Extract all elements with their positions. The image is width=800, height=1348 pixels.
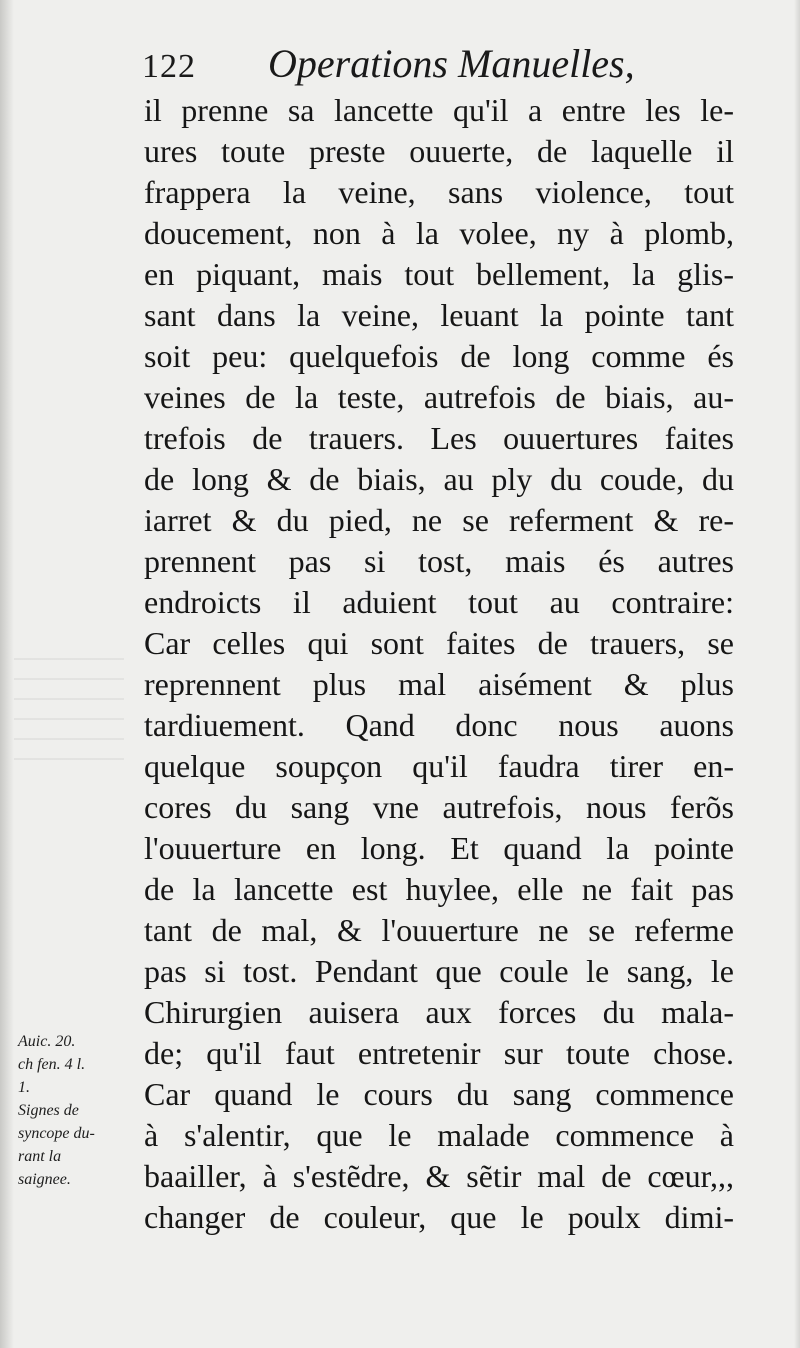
page-edge [794,0,800,1348]
text-line: baailler, à s'estẽdre, & sẽtir mal de cœur,,, [144,1158,734,1194]
text-line: trefois de trauers. Les ouuertures faites [144,420,734,456]
text-line: de la lancette est huylee, elle ne fait pas [144,871,734,907]
text-line: l'ouuerture en long. Et quand la pointe [144,830,734,866]
text-line: iarret & du pied, ne se referment & re- [144,502,734,538]
text-line: prennent pas si tost, mais és autres [144,543,734,579]
text-line: il prenne sa lancette qu'il a entre les le- [144,92,734,128]
text-line: cores du sang vne autrefois, nous ferõs [144,789,734,825]
text-line: Car quand le cours du sang commence [144,1076,734,1112]
text-line: soit peu: quelquefois de long comme és [144,338,734,374]
text-line: changer de couleur, que le poulx dimi- [144,1199,734,1235]
text-line: pas si tost. Pendant que coule le sang, le [144,953,734,989]
marginal-line: Auic. 20. [18,1033,76,1050]
page-number: 122 [142,48,196,85]
text-line: de; qu'il faut entretenir sur toute chose. [144,1035,734,1071]
text-line: endroicts il aduient tout au contraire: [144,584,734,620]
marginal-line: saignee. [18,1171,71,1188]
page-header [140,38,740,88]
text-line: de long & de biais, au ply du coude, du [144,461,734,497]
text-line: ures toute preste ouuerte, de laquelle il [144,133,734,169]
marginal-line: 1. [18,1079,30,1096]
text-line: veines de la teste, autrefois de biais, au- [144,379,734,415]
text-line: en piquant, mais tout bellement, la glis- [144,256,734,292]
text-line: tant de mal, & l'ouuerture ne se referme [144,912,734,948]
marginal-line: ch fen. 4 l. [18,1056,86,1073]
text-line: tardiuement. Qand donc nous auons [144,707,734,743]
gutter-shadow [0,0,14,1348]
marginal-note [18,1030,146,1191]
text-line: doucement, non à la volee, ny à plomb, [144,215,734,251]
marginal-line: Signes de [18,1102,79,1119]
body-text [144,90,734,1238]
marginal-line: syncope du- [18,1125,95,1142]
text-line: Car celles qui sont faites de trauers, se [144,625,734,661]
text-line: à s'alentir, que le malade commence à [144,1117,734,1153]
text-line: Chirurgien auisera aux forces du mala- [144,994,734,1030]
text-line: frappera la veine, sans violence, tout [144,174,734,210]
text-line: reprennent plus mal aisément & plus [144,666,734,702]
text-line: sant dans la veine, leuant la pointe tant [144,297,734,333]
show-through-texture [14,640,124,760]
text-line: quelque soupçon qu'il faudra tirer en- [144,748,734,784]
marginal-line: rant la [18,1148,62,1165]
running-title: Operations Manuelles, [268,41,635,86]
